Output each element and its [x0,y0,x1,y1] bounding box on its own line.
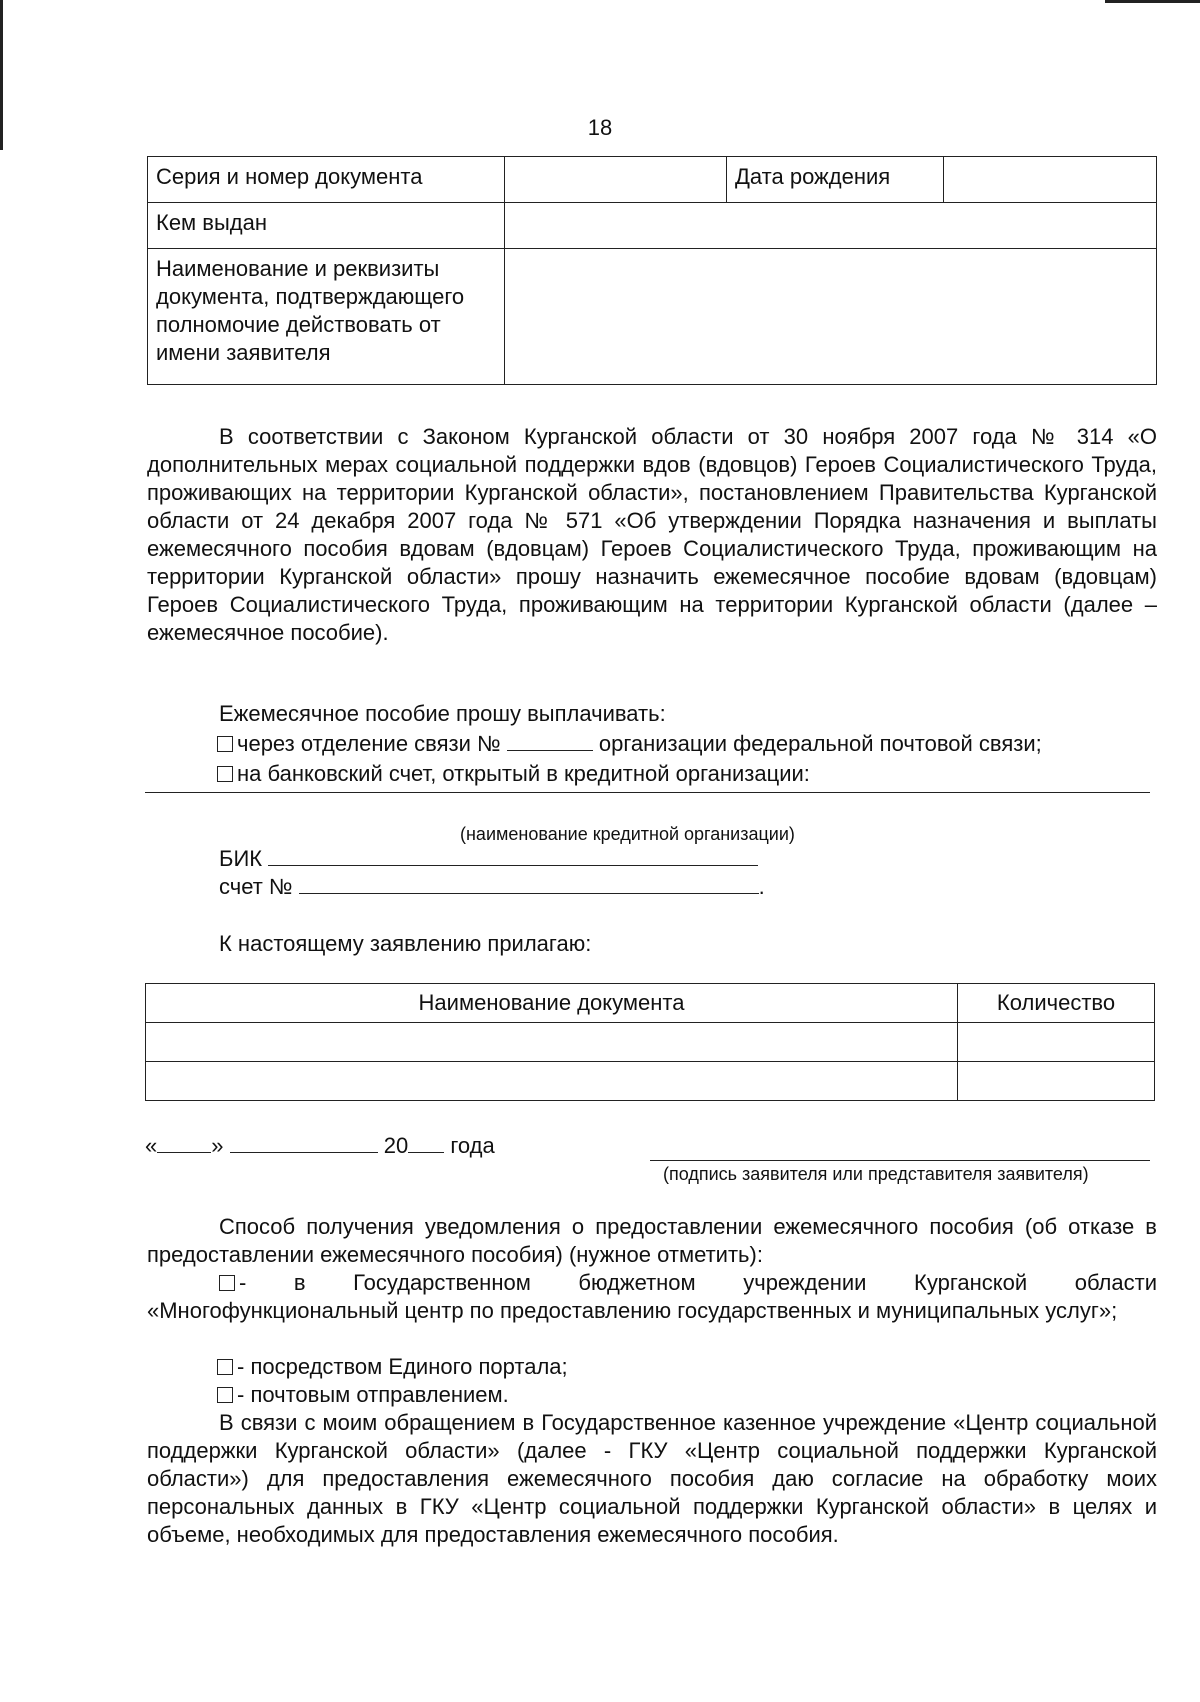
payment-option-post [217,730,1042,758]
notification-heading: Способ получения уведомления о предоставлении ежемесячного пособия (об отказе в предоставлении ежемесячного пособия) (нужное отметить): [147,1214,1157,1267]
post-office-number-field[interactable] [507,730,593,751]
date-month-field[interactable] [230,1132,378,1153]
doc-series-field[interactable] [505,157,727,203]
issued-by-label: Кем выдан [148,203,505,249]
authority-label: Наименование и реквизиты документа, подтверждающего полномочие действовать от имени заявителя [148,249,505,385]
checkbox-mail[interactable] [217,1387,233,1403]
scan-edge-top [1105,0,1200,3]
notification-option-mfc-text: - в Государственном бюджетном учреждении Курганской области «Многофункциональный центр по предоставлению государственных и муниципальных услуг»; [147,1270,1157,1323]
date-close-quote: » [211,1133,224,1158]
date-year-prefix: 20 [383,1133,409,1158]
payment-option-post-prefix: через отделение связи № [237,731,501,756]
payment-option-bank-text: на банковский счет, открытый в кредитной организации: [237,761,810,786]
attachments-table [145,983,1155,1101]
bik-line [219,845,758,873]
attachments-heading: К настоящему заявлению прилагаю: [219,931,592,956]
attachment-qty-cell[interactable] [958,1062,1155,1101]
applicant-info-table [147,156,1157,385]
payment-option-post-suffix: организации федеральной почтовой связи; [598,731,1042,756]
date-open-quote: « [145,1133,158,1158]
birth-date-label: Дата рождения [727,157,944,203]
attachments-col-name: Наименование документа [146,984,958,1023]
checkbox-mfc[interactable] [219,1275,235,1291]
account-line: счет № . [219,874,765,899]
consent-paragraph: В связи с моим обращением в Государственное казенное учреждение «Центр социальной поддержки Курганской области» (далее - ГКУ «Центр социальной поддержки Курганской области») для предоставления ежемесячного пособия даю согласие на обработку моих персональных данных в ГКУ «Центр социальной поддержки Курганской области» в целях и объеме, необходимых для предоставления ежемесячного пособия. [147,1410,1157,1547]
signature-field[interactable] [650,1160,1150,1161]
checkbox-bank[interactable] [217,766,233,782]
bank-name-field[interactable] [145,792,1150,793]
attachments-col-qty: Количество [958,984,1155,1023]
authority-field[interactable] [505,249,1157,385]
doc-series-label: Серия и номер документа [148,157,505,203]
checkbox-portal[interactable] [217,1359,233,1375]
intro-paragraph: В соответствии с Законом Курганской области от 30 ноября 2007 года № 314 «О дополнительных мерах социальной поддержки вдов (вдовцов) Героев Социалистического Труда, проживающих на территории Курганской области», постановлением Правительства Курганской области от 24 декабря 2007 года № 571 «Об утверждении Порядка назначения и выплаты ежемесячного пособия вдовам (вдовцам) Героев Социалистического Труда, проживающим на территории Курганской области» прошу назначить ежемесячное пособие вдовам (вдовцам) Героев Социалистического Труда, проживающим на территории Курганской области (далее – ежемесячное пособие). [147,424,1157,645]
bik-field[interactable] [268,845,758,866]
birth-date-field[interactable] [944,157,1157,203]
notification-option-portal-text: - посредством Единого портала; [237,1354,568,1379]
notification-option-mail-text: - почтовым отправлением. [237,1382,509,1407]
notification-option-mail [217,1381,509,1409]
bank-name-caption: (наименование кредитной организации) [460,824,795,844]
date-year-suffix: года [450,1133,495,1158]
checkbox-post[interactable] [217,736,233,752]
attachment-qty-cell[interactable] [958,1023,1155,1062]
payment-option-bank [217,760,810,788]
attachment-name-cell[interactable] [146,1023,958,1062]
bik-label: БИК [219,846,263,871]
date-year-field[interactable] [408,1132,444,1153]
payment-heading: Ежемесячное пособие прошу выплачивать: [219,701,666,726]
issued-by-field[interactable] [505,203,1157,249]
page-number: 18 [587,115,613,140]
date-line [145,1132,495,1160]
account-label: счет № [219,874,293,899]
account-field[interactable] [299,873,759,894]
attachment-name-cell[interactable] [146,1062,958,1101]
signature-caption: (подпись заявителя или представителя заявителя) [663,1164,1089,1184]
notification-option-mfc [147,1269,1157,1325]
notification-option-portal [217,1353,568,1381]
date-day-field[interactable] [157,1132,211,1153]
